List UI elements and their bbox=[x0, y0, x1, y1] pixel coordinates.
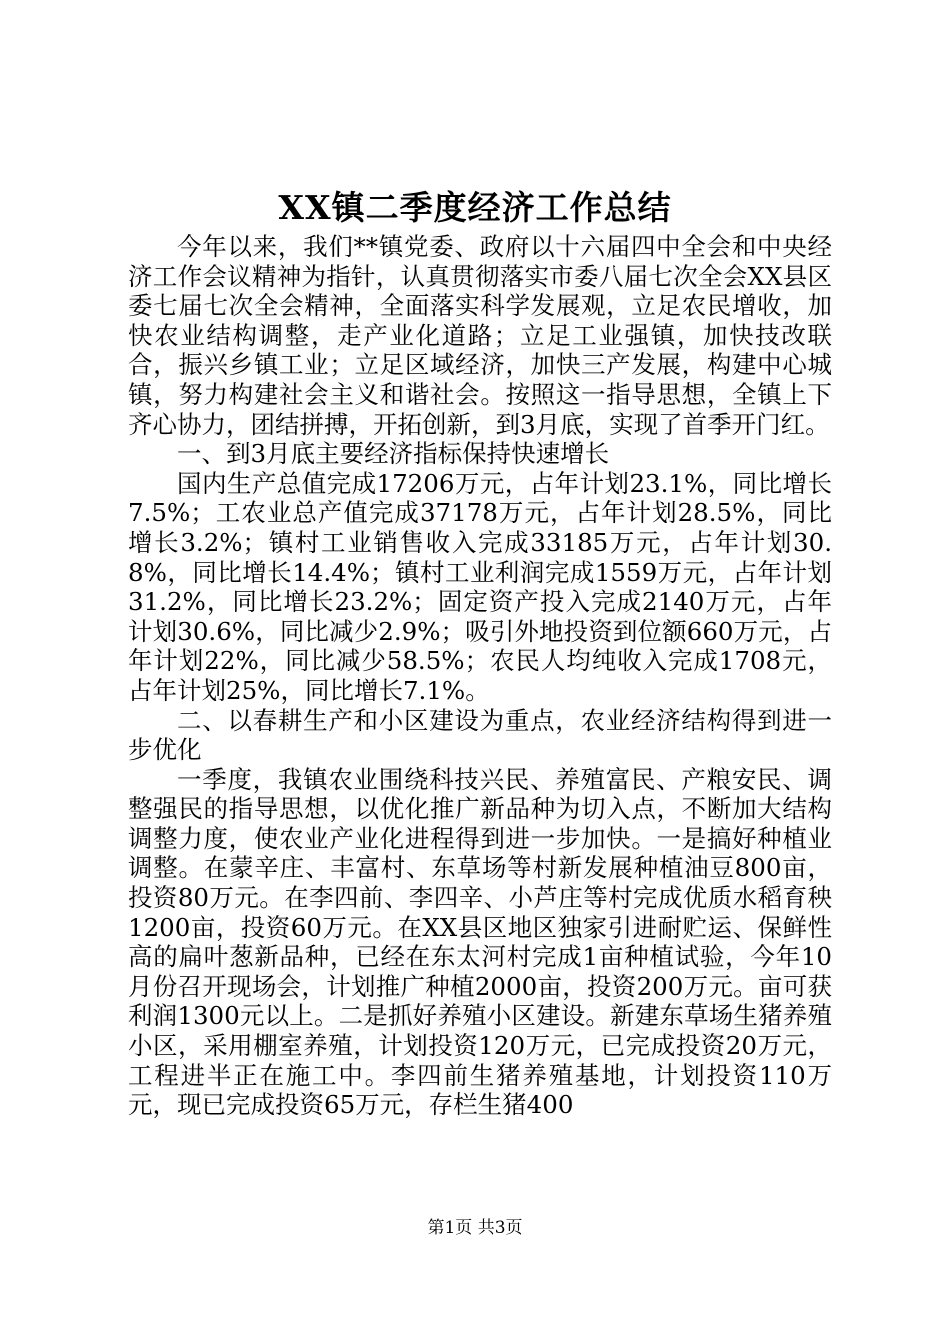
page-footer: 第1页 共3页 bbox=[427, 1218, 523, 1238]
document-body bbox=[128, 232, 832, 1120]
agriculture-paragraph: 一季度，我镇农业围绕科技兴民、养殖富民、产粮安民、调整强民的指导思想，以优化推广新品种为切入点，不断加大结构调整力度，使农业产业化进程得到进一步加快。一是搞好种植业调整。在蒙辛庄、丰富村、东草场等村新发展种植油豆800亩，投资80万元。在李四前、李四辛、小芦庄等村完成优质水稻育秧1200亩，投资60万元。在XX县区地区独家引进耐贮运、保鲜性高的扁叶葱新品种，已经在东太河村完成1亩种植试验，今年10月份召开现场会，计划推广种植2000亩，投资200万元。亩可获利润1300元以上。二是抓好养殖小区建设。新建东草场生猪养殖小区，采用棚室养殖，计划投资120万元，已完成投资20万元，工程进半正在施工中。李四前生猪养殖基地，计划投资110万元，现已完成投资65万元，存栏生猪400 bbox=[128, 764, 832, 1120]
indicators-paragraph: 国内生产总值完成17206万元，占年计划23.1%，同比增长7.5%；工农业总产值完成37178万元，占年计划28.5%，同比增长3.2%；镇村工业销售收入完成33185万元，占年计划30.8%，同比增长14.4%；镇村工业利润完成1559万元，占年计划31.2%，同比增长23.2%；固定资产投入完成2140万元，占年计划30.6%，同比减少2.9%；吸引外地投资到位额660万元，占年计划22%，同比减少58.5%；农民人均纯收入完成1708元，占年计划25%，同比增长7.1%。 bbox=[128, 468, 832, 705]
document-title: XX镇二季度经济工作总结 bbox=[278, 188, 672, 227]
section-heading-1: 一、到3月底主要经济指标保持快速增长 bbox=[177, 439, 610, 469]
section-heading-2: 二、以春耕生产和小区建设为重点，农业经济结构得到进一步优化 bbox=[128, 705, 832, 765]
intro-paragraph: 今年以来，我们**镇党委、政府以十六届四中全会和中央经济工作会议精神为指针，认真贯彻落实市委八届七次全会XX县区委七届七次全会精神，全面落实科学发展观，立足农民增收，加快农业结构调整，走产业化道路；立足工业强镇，加快技改联合，振兴乡镇工业；立足区域经济，加快三产发展，构建中心城镇，努力构建社会主义和谐社会。按照这一指导思想，全镇上下齐心协力，团结拼搏，开拓创新，到3月底，实现了首季开门红。 bbox=[128, 232, 832, 439]
